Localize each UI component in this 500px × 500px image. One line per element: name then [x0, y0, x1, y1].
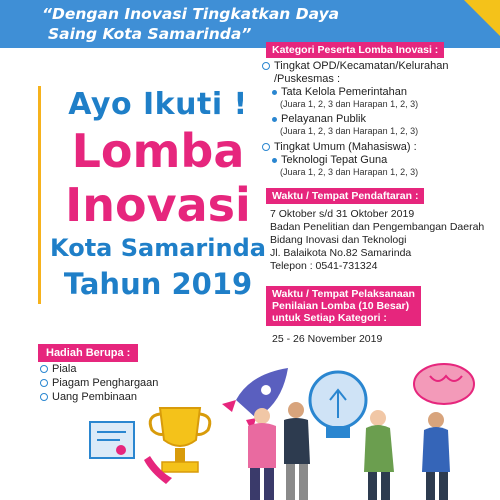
pendaftaran-date: 7 Oktober s/d 31 Oktober 2019 [270, 208, 415, 220]
corner-accent [464, 0, 500, 36]
slogan [42, 4, 339, 44]
person-figure [364, 410, 394, 500]
headline-line-5: Tahun 2019 [63, 267, 253, 301]
hadiah-item-3: Uang Pembinaan [52, 391, 138, 403]
penilaian-title-3: untuk Setiap Kategori : [272, 312, 387, 324]
headline-line-4: Kota Samarinda [50, 234, 266, 262]
kategori-item-3: Teknologi Tepat Guna [281, 154, 388, 166]
pendaftaran-line-2: Bidang Inovasi dan Teknologi [270, 234, 407, 246]
pendaftaran-line-3: Jl. Balaikota No.82 Samarinda [270, 247, 412, 259]
kategori-item-3-sub: (Juara 1, 2, 3 dan Harapan 1, 2, 3) [280, 167, 419, 177]
lightbulb-icon [310, 372, 366, 438]
headline [38, 86, 269, 304]
pendaftaran-line-1: Badan Penelitian dan Pengembangan Daerah [270, 221, 485, 233]
kategori-item-1: Tata Kelola Pemerintahan [281, 86, 407, 98]
penilaian-title [266, 286, 421, 326]
pendaftaran-line-4: Telepon : 0541-731324 [270, 260, 378, 272]
kategori-group-1: Tingkat OPD/Kecamatan/Kelurahan [274, 60, 449, 72]
bullet-icon [272, 158, 277, 163]
bullet-icon [272, 117, 277, 122]
kategori-item-2-sub: (Juara 1, 2, 3 dan Harapan 1, 2, 3) [280, 126, 419, 136]
trophy-icon [144, 408, 210, 484]
rocket-icon [222, 368, 288, 432]
hadiah-title: Hadiah Berupa : [38, 344, 138, 362]
person-figure [422, 412, 450, 500]
headline-line-3: Inovasi [65, 178, 251, 232]
penilaian-date: 25 - 26 November 2019 [272, 333, 383, 345]
penilaian-title-1: Waktu / Tempat Pelaksanaan [272, 288, 415, 300]
pendaftaran-info [270, 208, 484, 273]
hadiah-item-2: Piagam Penghargaan [52, 377, 159, 389]
kategori-group-1-cont: /Puskesmas : [274, 73, 341, 85]
kategori-title: Kategori Peserta Lomba Inovasi : [266, 42, 444, 58]
person-figure [284, 402, 310, 500]
certificate-icon [90, 422, 134, 458]
kategori-item-2: Pelayanan Publik [281, 113, 367, 125]
kategori-group-2: Tingkat Umum (Mahasiswa) : [274, 141, 417, 153]
headline-line-1: Ayo Ikuti ! [68, 87, 248, 122]
kategori-list [262, 60, 448, 178]
bullet-icon [272, 90, 277, 95]
penilaian-title-2: Penilaian Lomba (10 Besar) [272, 300, 410, 312]
illustration [0, 360, 500, 500]
kategori-item-1-sub: (Juara 1, 2, 3 dan Harapan 1, 2, 3) [280, 99, 419, 109]
hadiah-item-1: Piala [52, 363, 77, 375]
bullet-icon [262, 62, 270, 70]
slogan-line-1: “Dengan Inovasi Tingkatkan Daya [42, 5, 340, 23]
bullet-icon [262, 143, 270, 151]
brain-icon [414, 364, 474, 404]
headline-line-2: Lomba [71, 124, 245, 178]
pendaftaran-title: Waktu / Tempat Pendaftaran : [266, 188, 424, 204]
slogan-line-2: Saing Kota Samarinda” [48, 25, 252, 43]
